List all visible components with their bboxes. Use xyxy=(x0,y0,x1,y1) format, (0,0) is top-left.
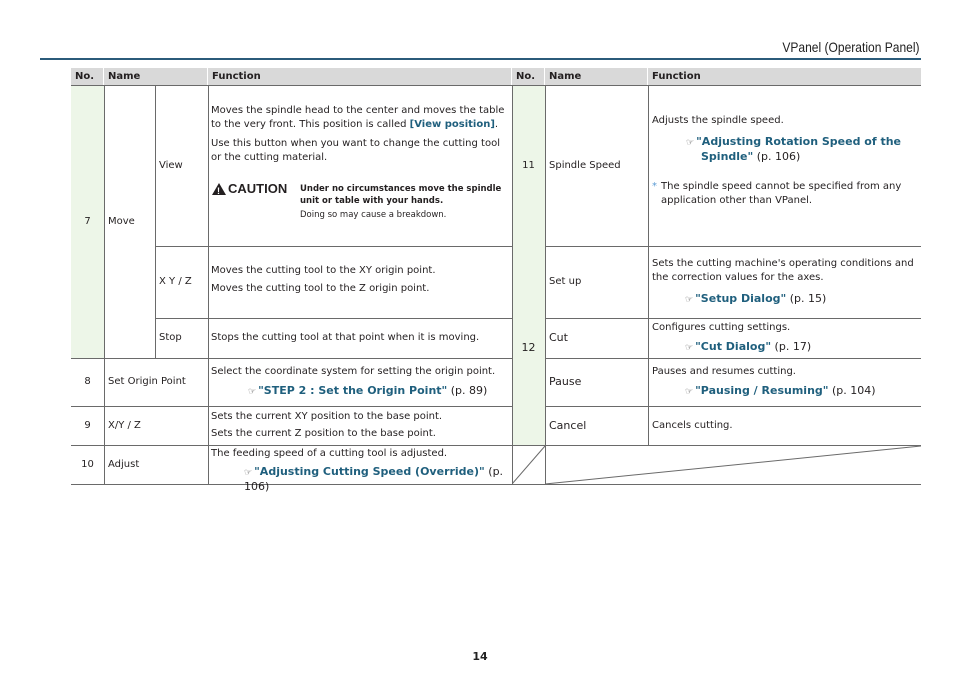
header-rule xyxy=(40,58,921,60)
adjust-function: The feeding speed of a cutting tool is adjusted. ☞ "Adjusting Cutting Speed (Override)" (p. 106) xyxy=(208,447,512,494)
row-name-move: Move xyxy=(108,216,135,227)
xy-z-function: Sets the current XY position to the base point. Sets the current Z position to the base point. xyxy=(211,411,443,439)
right-header-name: Name xyxy=(545,68,648,85)
left-header-name: Name xyxy=(104,68,208,85)
xyz-function: Moves the cutting tool to the XY origin point. Moves the cutting tool to the Z origin point. xyxy=(211,265,436,294)
spindle-note: * The spindle speed cannot be specified from any application other than VPanel. xyxy=(652,181,902,206)
row-name-spindle: Spindle Speed xyxy=(549,159,621,171)
asterisk-icon: * xyxy=(652,181,657,192)
row-no-8: 8 xyxy=(84,376,91,387)
finger-point-icon: ☞ xyxy=(685,387,694,397)
finger-point-icon: ☞ xyxy=(248,387,257,397)
cancel-function: Cancels cutting. xyxy=(652,419,733,431)
setup-function: Sets the cutting machine's operating conditions and the correction values for the axes. ☞ "Setup Dialog" (p. 15) xyxy=(648,257,921,307)
page-header-title: VPanel (Operation Panel) xyxy=(782,39,920,55)
view-position-link[interactable]: [View position] xyxy=(409,119,495,130)
spindle-reference[interactable]: ☞ "Adjusting Rotation Speed of the Spindle" (p. 106) xyxy=(686,135,902,163)
row-no-12: 12 xyxy=(521,341,536,354)
empty-cell-diagonals xyxy=(512,445,921,485)
row-no-10: 10 xyxy=(81,458,94,470)
row-name-xyz: X Y / Z xyxy=(159,276,192,287)
stop-function: Stops the cutting tool at that point when it is moving. xyxy=(211,332,480,343)
set-origin-reference[interactable]: ☞ "STEP 2 : Set the Origin Point" (p. 89) xyxy=(248,384,488,397)
finger-point-icon: ☞ xyxy=(685,343,694,353)
right-header-no: No. xyxy=(512,68,545,85)
view-text-1: Moves the spindle head to the center and moves the table to the very front. This position is called [View position]. xyxy=(211,105,505,130)
row-name-view: View xyxy=(159,159,183,171)
row-name-setup: Set up xyxy=(549,276,582,287)
row-name-set-origin: Set Origin Point xyxy=(108,376,186,387)
view-function xyxy=(208,104,508,165)
view-text-2: Use this button when you want to change the cutting tool or the cutting material. xyxy=(211,138,500,163)
row-name-cancel: Cancel xyxy=(549,418,587,432)
row-no-9: 9 xyxy=(84,419,91,431)
row-name-pause: Pause xyxy=(549,375,582,388)
caution-text: Under no circumstances move the spindle unit or table with your hands. Doing so may cause a breakdown. xyxy=(300,184,502,220)
row-name-stop: Stop xyxy=(159,332,182,343)
caution-label: ! CAUTION xyxy=(212,182,298,202)
left-header-no: No. xyxy=(71,68,104,85)
right-header-function: Function xyxy=(648,68,921,85)
left-header-function: Function xyxy=(208,68,512,85)
pause-function: Pauses and resumes cutting. ☞ "Pausing / Resuming" (p. 104) xyxy=(648,365,921,399)
finger-point-icon: ☞ xyxy=(244,468,253,478)
cut-reference[interactable]: ☞ "Cut Dialog" (p. 17) xyxy=(685,340,812,353)
row-name-adjust: Adjust xyxy=(108,458,140,470)
pause-reference[interactable]: ☞ "Pausing / Resuming" (p. 104) xyxy=(685,384,876,397)
finger-point-icon: ☞ xyxy=(685,295,694,305)
warning-triangle-icon xyxy=(212,183,226,195)
row-name-cut: Cut xyxy=(549,331,568,344)
row-name-xy-z: X/Y / Z xyxy=(108,419,141,431)
spindle-function: Adjusts the spindle speed. ☞ "Adjusting Rotation Speed of the Spindle" (p. 106) * The spindle speed cannot be specified from any application other than VPanel. xyxy=(648,114,921,208)
page-number: 14 xyxy=(472,650,488,663)
adjust-reference[interactable]: ☞ "Adjusting Cutting Speed (Override)" (p. 106) xyxy=(244,465,504,493)
cut-function: Configures cutting settings. ☞ "Cut Dialog" (p. 17) xyxy=(648,321,921,355)
row-no-11: 11 xyxy=(522,159,535,171)
set-origin-function: Select the coordinate system for setting the origin point. ☞ "STEP 2 : Set the Origin Point" (p. 89) xyxy=(208,365,512,399)
setup-reference[interactable]: ☞ "Setup Dialog" (p. 15) xyxy=(685,292,827,305)
row-no-7: 7 xyxy=(84,216,91,227)
finger-point-icon: ☞ xyxy=(686,138,695,148)
